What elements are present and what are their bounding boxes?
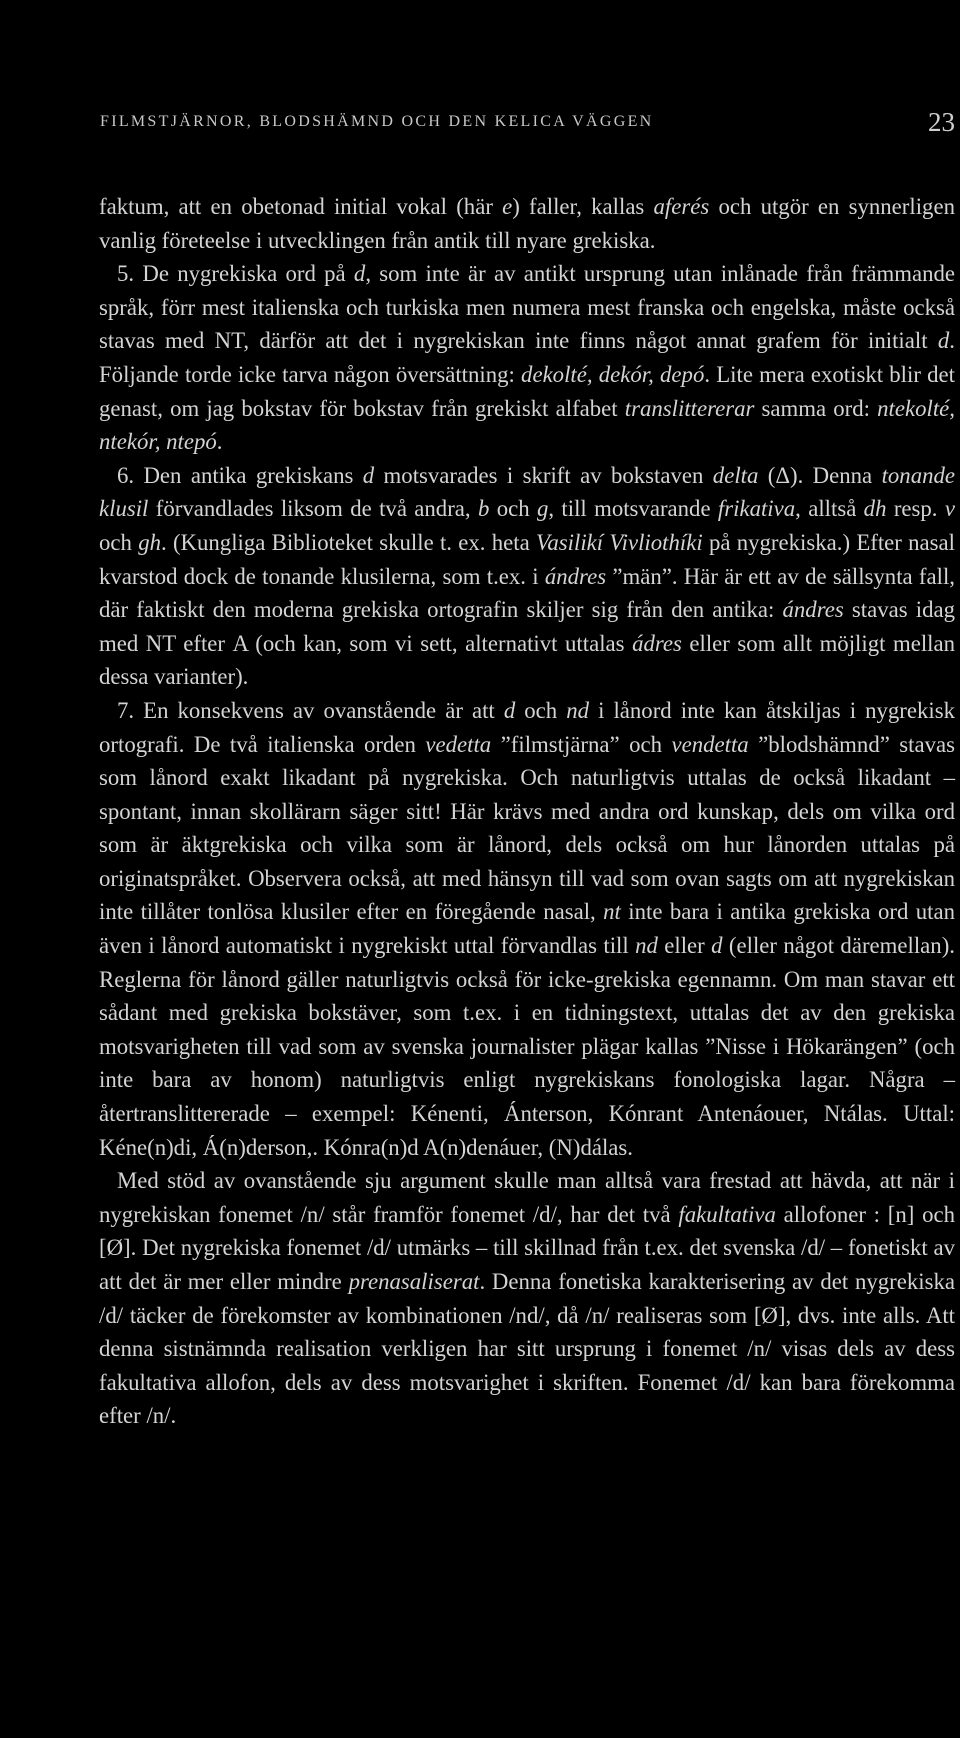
text-run: inte bara i antika grekiska ord utan även i lånord automatiskt i nygrekiskt uttal förvandlas till: [99, 899, 955, 959]
italic-term: ntekolté, ntekór, ntepó: [99, 395, 955, 455]
text-run: (Δ). Denna: [758, 462, 882, 488]
text-run: , till motsvarande: [548, 496, 718, 522]
text-run: motsvarades i skrift av bokstaven: [374, 462, 713, 488]
italic-term: d: [503, 697, 516, 723]
italic-term: d: [353, 261, 366, 287]
text-run: och utgör en synnerligen vanlig företeelse i utvecklingen från antik till nyare grekiska.: [99, 194, 955, 253]
italic-term: delta: [712, 462, 759, 488]
text-run: faktum, att en obetonad initial vokal (här: [99, 194, 503, 219]
italic-term: nt: [603, 899, 621, 925]
text-run: resp.: [886, 496, 945, 522]
text-run: förvandlades liksom de två andra,: [148, 496, 478, 522]
running-head: FILMSTJÄRNOR, BLODSHÄMND OCH DEN KELICA VÄGGEN: [100, 113, 654, 130]
italic-term: fakultativa: [678, 1201, 776, 1227]
text-run: 5. De nygrekiska ord på: [117, 261, 354, 287]
paragraph: [99, 190, 955, 257]
italic-term: translittererar: [624, 395, 755, 421]
paragraph: [99, 257, 955, 459]
text-run: , som inte är av antikt ursprung utan inlånade från främmande språk, förr mest italienska och turkiska men numera mest franska och engelska, måste också stavas med NT, därför att det i nygrekiskan inte finns något annat grafem för initialt: [99, 261, 955, 354]
text-run: ”filmstjärna” och: [491, 731, 672, 757]
text-run: och: [489, 496, 537, 522]
italic-term: d: [937, 328, 950, 354]
text-run: ) faller, kallas: [512, 194, 654, 219]
page-number: 23: [928, 107, 955, 137]
italic-term: d: [362, 462, 375, 488]
text-run: . Lite mera exotiskt blir det genast, om jag bokstav för bokstav från grekiskt alfabet: [99, 361, 955, 421]
text-run: eller: [657, 933, 712, 959]
italic-term: ándres: [782, 597, 844, 623]
italic-term: b: [477, 496, 490, 522]
paragraph: [99, 694, 955, 1164]
text-run: ”män”. Här är ett av de sällsynta fall, där faktiskt den moderna grekiska ortografin skiljer sig från den antika:: [99, 563, 955, 623]
italic-term: tonande klusil: [99, 462, 956, 522]
text-run: 6. Den antika grekiskans: [117, 462, 363, 488]
text-run: ”blodshämnd” stavas som lånord exakt likadant på nygrekiska. Och naturligtvis uttalas de också likadant – spontant, innan skollärarn säger sitt! Här krävs med andra ord kunskap, dels om vilka ord som är äktgrekiska och vilka som är lånord, dels också om hur lånorden uttalas på originatspråket. Observera också, att med hänsyn till vad som ovan sagts om att nygrekiskan inte tillåter tonlösa klusiler efter en föregående nasal,: [99, 731, 955, 925]
italic-term: ándres: [544, 563, 607, 589]
text-run: . (Kungliga Biblioteket skulle t. ex. heta: [160, 529, 536, 555]
text-run: och: [99, 529, 139, 555]
italic-term: nd: [635, 933, 658, 959]
text-run: på nygrekiska.) Efter nasal kvarstod dock de tonande klusilerna, som t.ex. i: [99, 529, 955, 589]
italic-term: aferés: [653, 194, 710, 219]
text-run: 7. En konsekvens av ovanstående är att: [117, 697, 504, 723]
page-header: [100, 107, 955, 143]
italic-term: ádres: [632, 630, 682, 656]
body-text: [99, 190, 955, 1433]
paragraph: [99, 459, 955, 694]
italic-term: g: [536, 496, 549, 522]
italic-term: frikativa: [717, 496, 796, 522]
italic-term: Vasilikí Vivliothíki: [536, 529, 703, 555]
italic-term: gh: [138, 529, 161, 555]
italic-term: v: [944, 496, 955, 522]
text-run: . Denna fonetiska karakterisering av det nygrekiska /d/ täcker de förekomster av kombinationen /nd/, då /n/ realiseras som [Ø], dvs. inte alls. Att denna sistnämnda realisation verkligen har sitt ursprung i fonemet /n/ visas dels av dess fakultativa allofon, dels av dess motsvarighet i skriften. Fonemet /d/ kan bara förekomma efter /n/.: [99, 1269, 955, 1429]
italic-term: vendetta: [671, 731, 749, 757]
text-run: stavas idag med NT efter Α (och kan, som vi sett, alternativt uttalas: [99, 597, 955, 656]
italic-term: dh: [863, 496, 887, 522]
italic-term: vedetta: [425, 731, 492, 757]
italic-term: nd: [566, 697, 590, 723]
paragraph: [99, 1164, 955, 1433]
italic-term: prenasaliserat: [348, 1269, 480, 1294]
italic-term: dekolté, dekór, depó: [521, 361, 705, 387]
text-run: .: [216, 429, 223, 455]
italic-term: e: [502, 194, 513, 219]
italic-term: d: [711, 933, 723, 959]
text-run: , alltså: [795, 496, 864, 522]
text-run: . Följande torde icke tarva någon översättning:: [99, 328, 955, 387]
text-run: allofoner : [n] och [Ø]. Det nygrekiska fonemet /d/ utmärks – till skillnad från t.ex. det svenska /d/ – fonetiskt av att det är mer eller mindre: [99, 1201, 955, 1294]
text-run: eller som allt möjligt mellan dessa varianter).: [99, 630, 955, 690]
text-run: i lånord inte kan åtskiljas i nygrekisk ortografi. De två italienska orden: [99, 697, 955, 757]
text-run: (eller något däremellan). Reglerna för lånord gäller naturligtvis också för icke-grekiska egennamn. Om man stavar ett sådant med grekiska bokstäver, som t.ex. i en tidningstext, uttalas det av den grekiska motsvarigheten till vad som av svenska journalister plägar kallas ”Nisse i Hökarängen” (och inte bara av honom) naturligtvis enligt nygrekiskans fonologiska lagar. Några – återtranslittererade – exempel: Kénenti, Ánterson, Kónrant Antenáouer, Ntálas. Uttal: Kéne(n)di, Á(n)derson,. Kónra(n)d A(n)denáuer, (N)dálas.: [99, 933, 955, 1160]
text-run: och: [515, 697, 567, 723]
text-run: samma ord:: [754, 395, 878, 421]
text-run: Med stöd av ovanstående sju argument skulle man alltså vara frestad att hävda, att när i nygrekiskan fonemet /n/ står framför fonemet /d/, har det två: [99, 1168, 955, 1227]
